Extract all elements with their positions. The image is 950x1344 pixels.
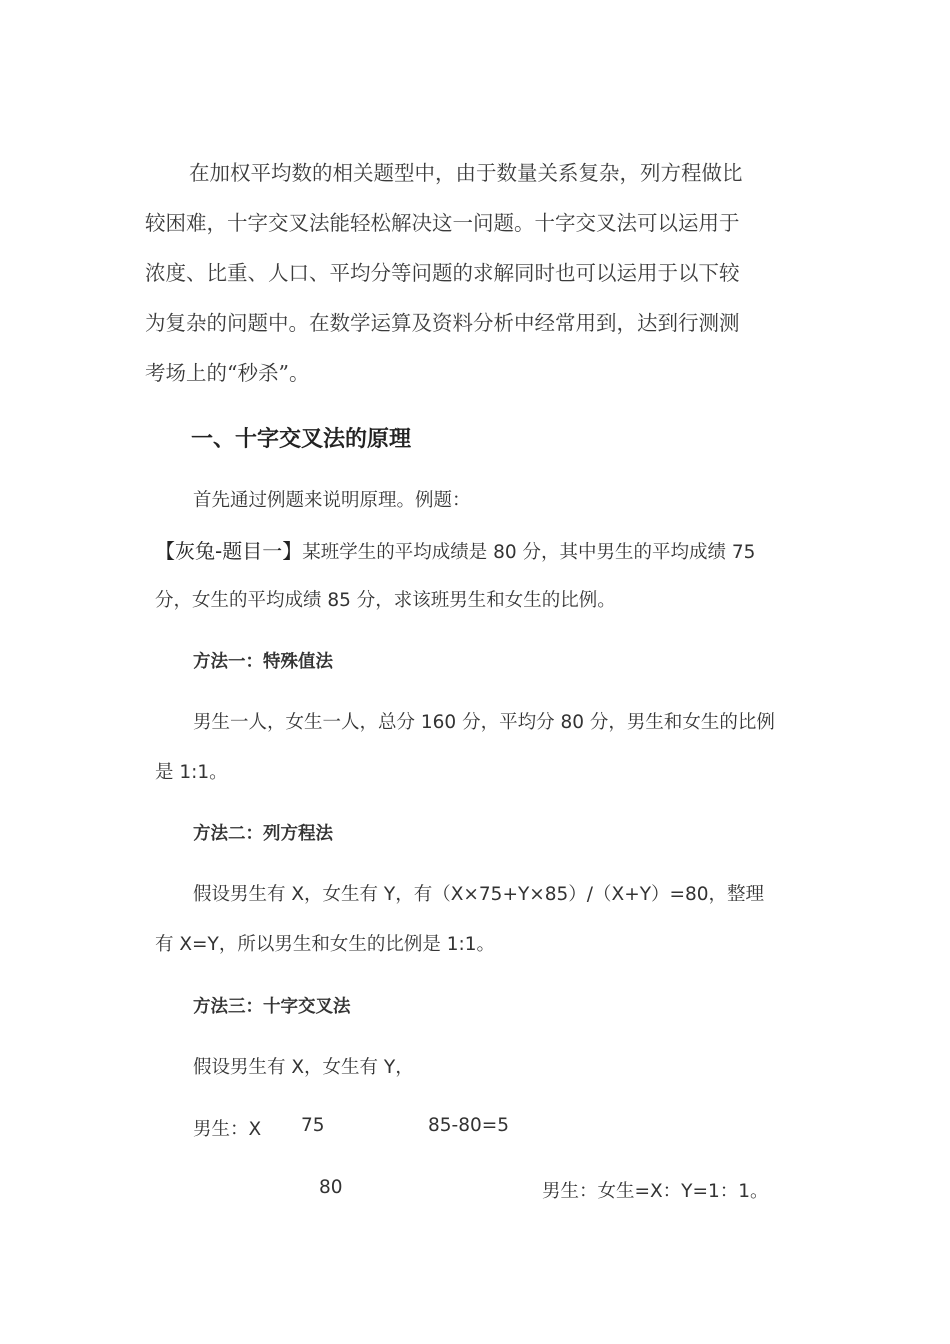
method-2-line-2: 有 X=Y，所以男生和女生的比例是 1:1。 <box>155 934 496 955</box>
intro-line-3: 浓度、比重、人口、平均分等问题的求解同时也可以运用于以下较 <box>145 261 740 285</box>
question-tag: 【灰兔-题目一】 <box>155 539 303 563</box>
cross-row-label: 男生：X <box>193 1119 262 1140</box>
intro-line-1: 在加权平均数的相关题型中，由于数量关系复杂，列方程做比 <box>189 161 743 185</box>
section-heading: 一、十字交叉法的原理 <box>191 427 412 452</box>
cross-ratio: 男生：女生=X：Y=1：1。 <box>542 1181 769 1202</box>
example-lead: 首先通过例题来说明原理。例题： <box>193 490 471 511</box>
cross-center-value: 80 <box>319 1177 343 1198</box>
method-3-title: 方法三：十字交叉法 <box>193 997 351 1017</box>
method-1-title: 方法一：特殊值法 <box>193 652 333 672</box>
method-3-line-1: 假设男生有 X，女生有 Y， <box>193 1057 414 1078</box>
question-line-1 <box>155 535 755 564</box>
method-2-line-1: 假设男生有 X，女生有 Y，有（X×75+Y×85）/（X+Y）=80，整理 <box>193 884 765 905</box>
intro-line-4: 为复杂的问题中。在数学运算及资料分析中经常用到，达到行测测 <box>145 311 740 335</box>
question-text-1: 某班学生的平均成绩是 80 分，其中男生的平均成绩 75 <box>302 542 756 563</box>
method-1-line-2: 是 1:1。 <box>155 762 228 783</box>
question-line-2: 分，女生的平均成绩 85 分，求该班男生和女生的比例。 <box>155 590 616 611</box>
cross-row-value: 75 <box>301 1115 325 1136</box>
method-2-title: 方法二：列方程法 <box>193 824 333 844</box>
intro-line-5: 考场上的“秒杀”。 <box>145 361 310 385</box>
cross-row-diff: 85-80=5 <box>428 1115 510 1136</box>
intro-line-2: 较困难，十字交叉法能轻松解决这一问题。十字交叉法可以运用于 <box>145 211 740 235</box>
method-1-line-1: 男生一人，女生一人，总分 160 分，平均分 80 分，男生和女生的比例 <box>193 712 775 733</box>
